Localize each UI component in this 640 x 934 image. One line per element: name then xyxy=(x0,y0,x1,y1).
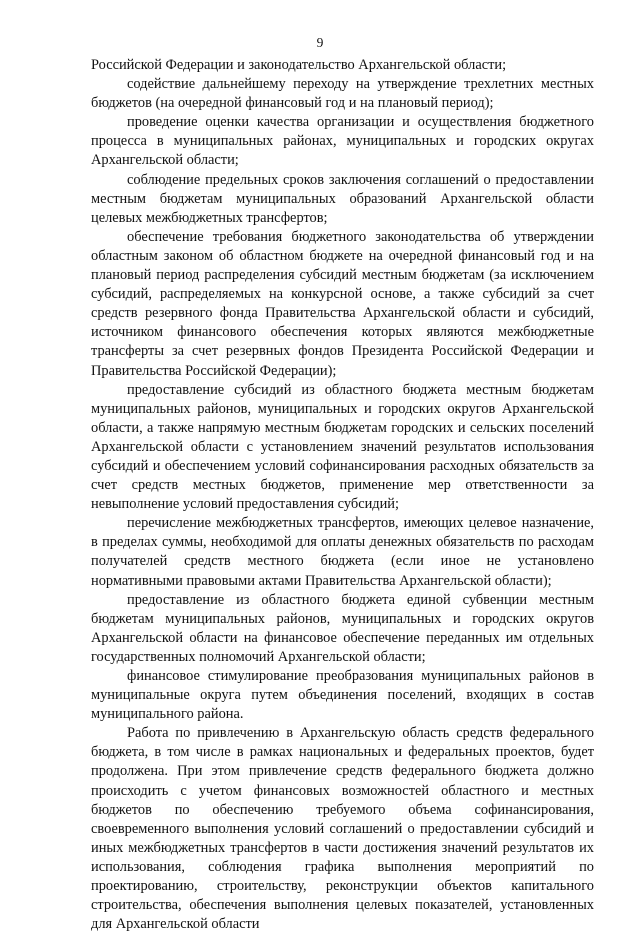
paragraph: финансовое стимулирование преобразования муниципальных районов в муниципальные округа путем объединения поселений, входящих в состав муниципального района. xyxy=(91,668,594,723)
paragraph: перечисление межбюджетных трансфертов, имеющих целевое назначение, в пределах суммы, необходимой для оплаты денежных обязательств по расходам получателей средств местного бюджета (если иное не установлено нормативными правовыми актами Правительства Архангельской области); xyxy=(91,515,594,589)
document-body xyxy=(91,56,594,934)
paragraph: предоставление субсидий из областного бюджета местным бюджетам муниципальных районов, муниципальных и городских округов Архангельской области, а также напрямую местным бюджетам городских и сельских поселений Архангельской области с установлением значений результатов использования субсидий и обеспечением условий софинансирования расходных обязательств за счет средств местных бюджетов, применение мер ответственности за невыполнение условий предоставления субсидий; xyxy=(91,381,594,513)
paragraph: обеспечение требования бюджетного законодательства об утверждении областным законом об областном бюджете на очередной финансовый год и на плановый период распределения субсидий местным бюджетам (за исключением субсидий, распределяемых на конкурсной основе, а также субсидий за счет средств резервного фонда Правительства Архангельской области и субсидий, источником финансового обеспечения которых являются межбюджетные трансферты за счет резервных фондов Президента Российской Федерации и Правительства Российской Федерации); xyxy=(91,228,594,379)
paragraph: проведение оценки качества организации и осуществления бюджетного процесса в муниципальных районах, муниципальных и городских округах Архангельской области; xyxy=(91,114,594,169)
paragraph: содействие дальнейшему переходу на утверждение трехлетних местных бюджетов (на очередной финансовый год и на плановый период); xyxy=(91,76,594,112)
paragraph: Российской Федерации и законодательство Архангельской области; xyxy=(91,57,507,73)
paragraph: предоставление из областного бюджета единой субвенции местным бюджетам муниципальных районов, муниципальных и городских округов Архангельской области на финансовое обеспечение переданных им отдельных государственных полномочий Архангельской области; xyxy=(91,591,594,665)
paragraph: Работа по привлечению в Архангельскую область средств федерального бюджета, в том числе в рамках национальных и федеральных проектов, будет продолжена. При этом привлечение средств федерального бюджета должно происходить с учетом финансовых возможностей областного и местных бюджетов по обеспечению требуемого объема софинансирования, своевременного выполнения условий соглашений о предоставлении субсидий и иных межбюджетных трансфертов в части достижения значений результатов их использования, соблюдения графика выполнения мероприятий по проектированию, строительству, реконструкции объектов капитального строительства, обеспечения выполнения целевых показателей, установленных для Архангельской области xyxy=(91,725,594,933)
page-number: 9 xyxy=(316,35,324,50)
paragraph: соблюдение предельных сроков заключения соглашений о предоставлении местным бюджетам муниципальных образований Архангельской области целевых межбюджетных трансфертов; xyxy=(91,171,594,226)
